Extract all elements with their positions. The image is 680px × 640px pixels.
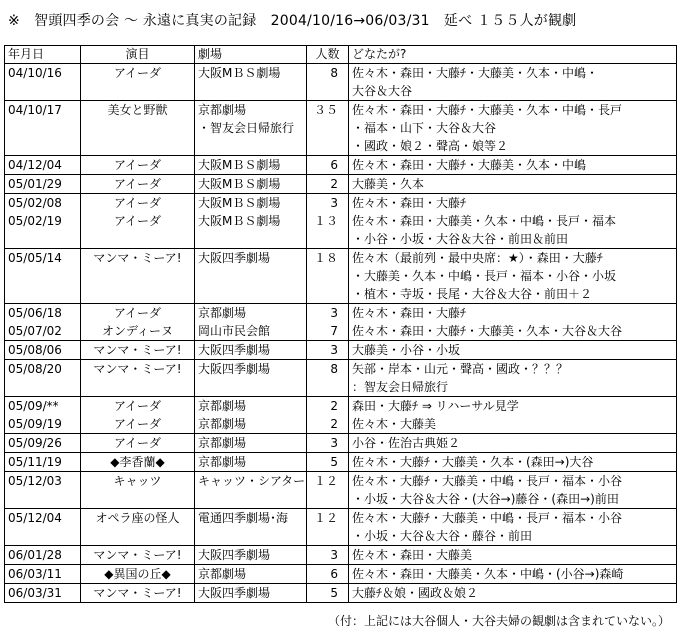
count-cell <box>307 509 349 546</box>
venue-cell <box>195 546 307 565</box>
date-cell <box>5 341 81 360</box>
attendees-cell <box>349 472 677 509</box>
venue-cell-line: 岡山市民会館 <box>198 324 271 338</box>
attendees-cell-line: ・小坂・大谷＆大谷・藤谷・前田 <box>352 529 533 543</box>
venue-cell <box>195 101 307 156</box>
count-cell <box>307 194 349 249</box>
attendees-cell-line: ・小坂・大谷＆大谷・(大谷→)藤谷・(森田→)前田 <box>352 492 619 506</box>
count-cell <box>307 101 349 156</box>
show-cell <box>81 249 195 304</box>
attendees-cell-line: 佐々木・森田・大藤ﾁ・大藤美・久本・中嶋・長戸 <box>352 103 623 117</box>
attendees-cell <box>349 453 677 472</box>
attendees-cell-line: 大藤美・小谷・小坂 <box>352 343 461 357</box>
count-cell-line: １８ <box>313 251 338 265</box>
venue-cell <box>195 341 307 360</box>
count-cell <box>307 249 349 304</box>
header-row <box>5 46 677 64</box>
date-cell-line: 04/10/17 <box>8 103 62 117</box>
count-cell <box>307 434 349 453</box>
attendees-cell-line: 佐々木・森田・大藤ﾁ <box>352 196 467 210</box>
show-cell <box>81 175 195 194</box>
date-cell-line: 05/11/19 <box>8 455 62 469</box>
attendees-cell-line: ・國政・娘２・聲高・娘等２ <box>352 139 509 153</box>
table-row <box>5 304 677 341</box>
venue-cell-line: 京都劇場 <box>198 567 247 581</box>
count-cell-line: 8 <box>330 362 338 376</box>
count-cell <box>307 175 349 194</box>
venue-cell <box>195 509 307 546</box>
date-cell <box>5 584 81 603</box>
show-cell <box>81 434 195 453</box>
date-cell <box>5 453 81 472</box>
date-cell-line: 05/02/19 <box>8 214 62 228</box>
attendees-cell <box>349 434 677 453</box>
date-cell-line: 05/08/20 <box>8 362 62 376</box>
date-cell-line: 06/03/11 <box>8 567 62 581</box>
venue-cell-line: 京都劇場 <box>198 306 247 320</box>
show-cell-line: アイーダ <box>114 306 161 320</box>
show-cell-line: アイーダ <box>114 196 161 210</box>
date-cell <box>5 175 81 194</box>
attendees-cell <box>349 64 677 101</box>
attendees-cell-line: ：智友会日帰旅行 <box>352 380 449 394</box>
venue-cell <box>195 565 307 584</box>
count-cell-line: 2 <box>330 417 338 431</box>
show-cell-line: ◆李香蘭◆ <box>110 455 165 469</box>
count-cell-line: 5 <box>330 455 338 469</box>
table-row <box>5 360 677 397</box>
show-cell-line: マンマ・ミーア! <box>93 586 182 600</box>
table-row <box>5 434 677 453</box>
attendees-cell <box>349 565 677 584</box>
count-cell <box>307 453 349 472</box>
venue-cell <box>195 397 307 434</box>
attendees-cell-line: 佐々木・森田・大藤美 <box>352 548 473 562</box>
venue-cell-line: 大阪MＢＳ劇場 <box>198 66 281 80</box>
venue-cell-line: 大阪四季劇場 <box>198 548 271 562</box>
show-cell-line: アイーダ <box>114 436 161 450</box>
show-cell <box>81 584 195 603</box>
count-cell-line: １２ <box>313 474 338 488</box>
attendees-cell-line: 佐々木・森田・大藤ﾁ・大藤美・久本・中嶋 <box>352 158 587 172</box>
attendees-cell <box>349 360 677 397</box>
count-cell-line: １３ <box>313 214 338 228</box>
count-cell <box>307 64 349 101</box>
table-row <box>5 175 677 194</box>
show-cell-line: オペラ座の怪人 <box>95 511 180 525</box>
count-cell-line: 7 <box>330 324 338 338</box>
attendees-cell-line: 大谷＆大谷 <box>352 84 413 98</box>
show-cell <box>81 156 195 175</box>
date-cell <box>5 304 81 341</box>
attendees-cell-line: ・植木・寺坂・長尾・大谷＆大谷・前田＋２ <box>352 287 593 301</box>
count-cell <box>307 546 349 565</box>
show-cell <box>81 453 195 472</box>
show-cell-line: マンマ・ミーア! <box>93 362 182 376</box>
count-cell <box>307 341 349 360</box>
venue-cell-line: 京都劇場 <box>198 399 247 413</box>
attendees-cell-line: 佐々木・森田・大藤ﾁ <box>352 306 467 320</box>
venue-cell <box>195 472 307 509</box>
attendees-cell-line: 森田・大藤ﾁ ⇒ リハーサル見学 <box>352 399 519 413</box>
attendees-cell-line: ・小谷・小坂・大谷＆大谷・前田＆前田 <box>352 232 569 246</box>
venue-cell-line: 京都劇場 <box>198 103 247 117</box>
table-row <box>5 341 677 360</box>
show-cell <box>81 509 195 546</box>
header-show: 演目 <box>81 46 195 64</box>
venue-cell-line: 大阪MＢＳ劇場 <box>198 196 281 210</box>
attendees-cell-line: 小谷・佐治古典姫２ <box>352 436 461 450</box>
count-cell-line: 6 <box>330 158 338 172</box>
table-row <box>5 101 677 156</box>
attendees-cell-line: 大藤美・久本 <box>352 177 425 191</box>
attendees-cell-line: 佐々木・森田・大藤美・久本・中嶋・(小谷→)森崎 <box>352 567 624 581</box>
count-cell-line: 2 <box>330 399 338 413</box>
attendees-cell-line: 佐々木・森田・大藤美・久本・中嶋・長戸・福本 <box>352 214 617 228</box>
count-cell <box>307 397 349 434</box>
attendees-cell <box>349 397 677 434</box>
venue-cell-line: 京都劇場 <box>198 417 247 431</box>
date-cell <box>5 397 81 434</box>
date-cell-line: 05/05/14 <box>8 251 62 265</box>
date-cell <box>5 249 81 304</box>
show-cell-line: アイーダ <box>114 399 161 413</box>
attendees-cell-line: 佐々木・大藤美 <box>352 417 437 431</box>
venue-cell-line: 大阪四季劇場 <box>198 586 271 600</box>
show-cell-line: キャッツ <box>113 474 162 488</box>
show-cell <box>81 194 195 249</box>
attendees-cell-line: ・大藤美・久本・中嶋・長戸・福本・小谷・小坂 <box>352 269 617 283</box>
table-row <box>5 453 677 472</box>
venue-cell <box>195 434 307 453</box>
table-row <box>5 156 677 175</box>
attendees-cell-line: 佐々木（最前列・最中央席：★）・森田・大藤ﾁ <box>352 251 603 265</box>
count-cell-line: 3 <box>330 306 338 320</box>
date-cell-line: 05/06/18 <box>8 306 62 320</box>
attendees-cell <box>349 509 677 546</box>
attendees-cell-line: ・福本・山下・大谷＆大谷 <box>352 121 497 135</box>
count-cell-line: 3 <box>330 436 338 450</box>
venue-cell-line: 電通四季劇場･海 <box>198 511 289 525</box>
venue-cell-line: 大阪MＢＳ劇場 <box>198 177 281 191</box>
venue-cell <box>195 584 307 603</box>
show-cell <box>81 472 195 509</box>
date-cell-line: 05/08/06 <box>8 343 62 357</box>
header-date: 年月日 <box>5 46 81 64</box>
date-cell-line: 05/07/02 <box>8 324 62 338</box>
show-cell-line: ◆異国の丘◆ <box>104 567 171 581</box>
attendees-cell-line: 佐々木・森田・大藤ﾁ・大藤美・久本・大谷＆大谷 <box>352 324 623 338</box>
count-cell-line: 6 <box>330 567 338 581</box>
attendees-cell-line: 佐々木・大藤ﾁ・大藤美・中嶋・長戸・福本・小谷 <box>352 474 623 488</box>
date-cell <box>5 360 81 397</box>
venue-cell-line: ・智友会日帰旅行 <box>198 121 295 135</box>
date-cell <box>5 509 81 546</box>
date-cell <box>5 156 81 175</box>
venue-cell <box>195 194 307 249</box>
show-cell-line: マンマ・ミーア! <box>93 251 182 265</box>
show-cell <box>81 64 195 101</box>
count-cell <box>307 584 349 603</box>
table-row <box>5 565 677 584</box>
count-cell <box>307 360 349 397</box>
date-cell-line: 05/02/08 <box>8 196 62 210</box>
table-row <box>5 64 677 101</box>
table-row <box>5 546 677 565</box>
date-cell <box>5 565 81 584</box>
count-cell-line: 3 <box>330 196 338 210</box>
venue-cell-line: 大阪四季劇場 <box>198 343 271 357</box>
theater-log-table <box>4 45 677 603</box>
show-cell-line: アイーダ <box>114 158 161 172</box>
date-cell-line: 06/01/28 <box>8 548 62 562</box>
show-cell-line: アイーダ <box>114 417 161 431</box>
attendees-cell <box>349 584 677 603</box>
venue-cell <box>195 360 307 397</box>
table-row <box>5 194 677 249</box>
table-row <box>5 397 677 434</box>
venue-cell <box>195 249 307 304</box>
show-cell <box>81 101 195 156</box>
show-cell-line: マンマ・ミーア! <box>93 548 182 562</box>
count-cell-line: 3 <box>330 548 338 562</box>
attendees-cell <box>349 101 677 156</box>
date-cell <box>5 101 81 156</box>
table-row <box>5 472 677 509</box>
attendees-cell <box>349 304 677 341</box>
show-cell-line: 美女と野獣 <box>107 103 168 117</box>
show-cell-line: アイーダ <box>114 66 161 80</box>
show-cell-line: マンマ・ミーア! <box>93 343 182 357</box>
show-cell-line: アイーダ <box>114 214 161 228</box>
show-cell <box>81 546 195 565</box>
date-cell-line: 04/12/04 <box>8 158 62 172</box>
date-cell-line: 05/09/19 <box>8 417 62 431</box>
date-cell-line: 05/12/04 <box>8 511 62 525</box>
attendees-cell <box>349 156 677 175</box>
date-cell-line: 06/03/31 <box>8 586 62 600</box>
venue-cell <box>195 453 307 472</box>
count-cell-line: 5 <box>330 586 338 600</box>
venue-cell <box>195 304 307 341</box>
date-cell-line: 05/09/** <box>8 399 59 413</box>
date-cell-line: 05/01/29 <box>8 177 62 191</box>
count-cell-line: 8 <box>330 66 338 80</box>
venue-cell <box>195 156 307 175</box>
date-cell-line: 05/09/26 <box>8 436 62 450</box>
count-cell <box>307 156 349 175</box>
venue-cell <box>195 175 307 194</box>
date-cell-line: 05/12/03 <box>8 474 62 488</box>
date-cell <box>5 472 81 509</box>
count-cell-line: ３５ <box>313 103 338 117</box>
venue-cell-line: キャッツ・シアター <box>198 474 306 488</box>
footnote: （付：上記には大谷個人・大谷夫婦の観劇は含まれていない。） <box>327 614 670 628</box>
attendees-cell <box>349 249 677 304</box>
table-row <box>5 509 677 546</box>
attendees-cell-line: 矢部・岸本・山元・聲高・國政・？？？ <box>352 362 569 376</box>
show-cell <box>81 360 195 397</box>
count-cell-line: 2 <box>330 177 338 191</box>
count-cell <box>307 565 349 584</box>
venue-cell-line: 大阪MＢＳ劇場 <box>198 214 281 228</box>
attendees-cell-line: 佐々木・森田・大藤ﾁ・大藤美・久本・中嶋・ <box>352 66 599 80</box>
attendees-cell <box>349 175 677 194</box>
date-cell <box>5 434 81 453</box>
count-cell-line: １２ <box>313 511 338 525</box>
attendees-cell <box>349 194 677 249</box>
venue-cell <box>195 64 307 101</box>
attendees-cell-line: 佐々木・大藤ﾁ・大藤美・中嶋・長戸・福本・小谷 <box>352 511 623 525</box>
attendees-cell <box>349 546 677 565</box>
header-count: 人数 <box>307 46 349 64</box>
date-cell <box>5 64 81 101</box>
table-row <box>5 249 677 304</box>
venue-cell-line: 京都劇場 <box>198 455 247 469</box>
show-cell <box>81 341 195 360</box>
table-row <box>5 584 677 603</box>
venue-cell-line: 大阪四季劇場 <box>198 251 271 265</box>
count-cell <box>307 472 349 509</box>
header-names: どなたが? <box>349 46 677 64</box>
count-cell-line: 3 <box>330 343 338 357</box>
show-cell <box>81 304 195 341</box>
count-cell <box>307 304 349 341</box>
date-cell <box>5 194 81 249</box>
show-cell <box>81 397 195 434</box>
page-title: ※ 智頭四季の会 ～ 永遠に真実の記録 2004/10/16→06/03/31 延べ １５５人が観劇 <box>8 13 577 29</box>
header-venue: 劇場 <box>195 46 307 64</box>
show-cell-line: オンディーヌ <box>101 324 174 338</box>
show-cell <box>81 565 195 584</box>
attendees-cell-line: 大藤ﾁ＆娘・國政＆娘２ <box>352 586 479 600</box>
show-cell-line: アイーダ <box>114 177 161 191</box>
date-cell <box>5 546 81 565</box>
venue-cell-line: 大阪MＢＳ劇場 <box>198 158 281 172</box>
date-cell-line: 04/10/16 <box>8 66 62 80</box>
venue-cell-line: 京都劇場 <box>198 436 247 450</box>
attendees-cell-line: 佐々木・大藤ﾁ・大藤美・久本・(森田→)大谷 <box>352 455 594 469</box>
attendees-cell <box>349 341 677 360</box>
venue-cell-line: 大阪四季劇場 <box>198 362 271 376</box>
